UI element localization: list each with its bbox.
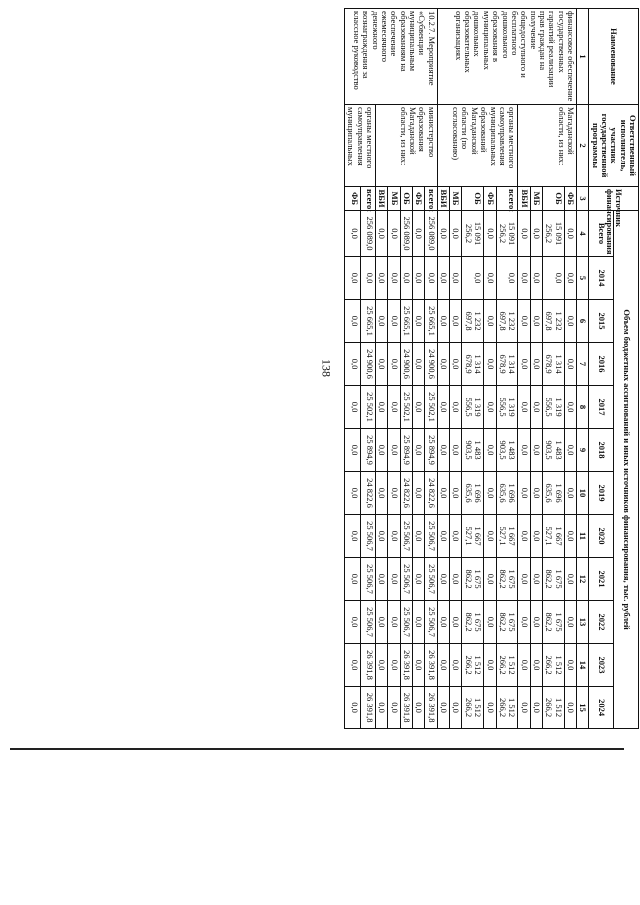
year-value-cell: 0,0: [564, 257, 576, 300]
year-value-cell: 26 391,8: [360, 687, 376, 729]
year-value-cell: 0,0: [388, 687, 400, 729]
year-value-cell: 0,0: [376, 300, 388, 343]
total-value-cell: 0,0: [450, 211, 462, 257]
column-number-cell: 12: [576, 558, 588, 601]
year-value-cell: 25 502,1: [400, 386, 412, 429]
year-value-cell: 0,0: [564, 343, 576, 386]
year-value-cell: 0,0: [413, 386, 425, 429]
year-value-cell: 0,0: [376, 644, 388, 687]
year-value-cell: 25 665,1: [400, 300, 412, 343]
year-value-cell: 0,0: [484, 429, 496, 472]
year-value-cell: 24 822,6: [360, 472, 376, 515]
column-number-cell: 2: [576, 105, 588, 187]
year-value-cell: 0,0: [484, 257, 496, 300]
year-value-cell: 0,0: [484, 687, 496, 729]
year-value-cell: 0,0: [376, 429, 388, 472]
total-value-cell: 256 089,0: [425, 211, 437, 257]
funding-source-cell: ОБ: [462, 187, 484, 211]
funding-source-cell: ВБИ: [437, 187, 449, 211]
year-value-cell: 0,0: [437, 343, 449, 386]
year-value-cell: 0,0: [518, 429, 530, 472]
header-year: 2016: [589, 343, 614, 386]
year-value-cell: 26 391,8: [400, 644, 412, 687]
year-value-cell: 25 894,9: [425, 429, 437, 472]
year-value-cell: 0,0: [388, 386, 400, 429]
year-value-cell: 0,0: [518, 300, 530, 343]
header-year: 2024: [589, 687, 614, 729]
year-value-cell: 1 512 266,2: [462, 644, 484, 687]
year-value-cell: 1 696 635,6: [542, 472, 564, 515]
year-value-cell: 0,0: [564, 429, 576, 472]
year-value-cell: 26 391,8: [400, 687, 412, 729]
year-value-cell: 26 391,8: [425, 644, 437, 687]
header-year: 2017: [589, 386, 614, 429]
year-value-cell: 0,0: [518, 687, 530, 729]
total-value-cell: 0,0: [530, 211, 542, 257]
year-value-cell: 25 502,1: [360, 386, 376, 429]
year-value-cell: 0,0: [530, 472, 542, 515]
year-value-cell: 0,0: [413, 601, 425, 644]
year-value-cell: 24 900,6: [425, 343, 437, 386]
year-value-cell: 0,0: [413, 515, 425, 558]
total-value-cell: 0,0: [345, 211, 361, 257]
rotated-page-content: [79, 8, 639, 738]
header-year: 2019: [589, 472, 614, 515]
year-value-cell: 0,0: [437, 386, 449, 429]
year-value-cell: 1 314 678,9: [462, 343, 484, 386]
year-value-cell: 0,0: [518, 472, 530, 515]
header-year: 2015: [589, 300, 614, 343]
total-value-cell: 0,0: [376, 211, 388, 257]
header-name: Наименование: [589, 9, 639, 105]
header-source: Источник финансирования: [589, 187, 639, 211]
year-value-cell: 0,0: [437, 558, 449, 601]
year-value-cell: 0,0: [376, 386, 388, 429]
year-value-cell: 0,0: [530, 558, 542, 601]
year-value-cell: 0,0: [388, 601, 400, 644]
year-value-cell: 0,0: [413, 644, 425, 687]
year-value-cell: 0,0: [564, 386, 576, 429]
column-number-cell: 13: [576, 601, 588, 644]
year-value-cell: 0,0: [530, 644, 542, 687]
total-value-cell: 256 089,0: [400, 211, 412, 257]
funding-source-cell: МБ: [388, 187, 400, 211]
year-value-cell: 0,0: [425, 257, 437, 300]
column-number-cell: 3: [576, 187, 588, 211]
year-value-cell: 0,0: [376, 257, 388, 300]
year-value-cell: 1 512 266,2: [496, 687, 518, 729]
year-value-cell: 0,0: [437, 515, 449, 558]
funding-source-cell: ФБ: [413, 187, 425, 211]
funding-source-cell: всего:: [360, 187, 376, 211]
year-value-cell: 25 506,7: [425, 558, 437, 601]
responsible-cell: органы местного самоуправления муниципальных: [345, 105, 376, 187]
total-value-cell: 15 091 256,2: [542, 211, 564, 257]
year-value-cell: 0,0: [530, 687, 542, 729]
funding-source-cell: всего:: [496, 187, 518, 211]
header-funding-group: Объем бюджетных ассигнований и иных источников финансирования, тыс. рублей: [614, 211, 639, 729]
year-value-cell: 1 667 527,1: [542, 515, 564, 558]
year-value-cell: 0,0: [564, 558, 576, 601]
year-value-cell: 0,0: [450, 386, 462, 429]
funding-source-cell: ФБ: [564, 187, 576, 211]
year-value-cell: 1 675 862,2: [496, 558, 518, 601]
year-value-cell: 0,0: [530, 343, 542, 386]
year-value-cell: 0,0: [376, 472, 388, 515]
column-number-cell: 6: [576, 300, 588, 343]
year-value-cell: 0,0: [345, 687, 361, 729]
year-value-cell: 1 319 556,5: [462, 386, 484, 429]
year-value-cell: 1 512 266,2: [542, 687, 564, 729]
table-row: [564, 9, 576, 729]
year-value-cell: 0,0: [437, 429, 449, 472]
column-number-cell: 4: [576, 211, 588, 257]
column-number-cell: 14: [576, 644, 588, 687]
budget-table: [344, 8, 639, 729]
page-number: 138: [319, 359, 334, 377]
budget-table-container: [79, 8, 639, 738]
funding-source-cell: ВБИ: [518, 187, 530, 211]
year-value-cell: 25 665,1: [360, 300, 376, 343]
column-number-cell: 5: [576, 257, 588, 300]
year-value-cell: 0,0: [413, 558, 425, 601]
year-value-cell: 0,0: [388, 343, 400, 386]
funding-source-cell: ФБ: [345, 187, 361, 211]
column-number-cell: 15: [576, 687, 588, 729]
header-year: 2018: [589, 429, 614, 472]
header-responsible: Ответственный исполнитель, участник государственной программы: [589, 105, 639, 187]
year-value-cell: 0,0: [564, 687, 576, 729]
year-value-cell: 0,0: [437, 687, 449, 729]
year-value-cell: 0,0: [437, 472, 449, 515]
year-value-cell: 1 696 635,6: [496, 472, 518, 515]
year-value-cell: 0,0: [437, 644, 449, 687]
year-value-cell: 0,0: [450, 300, 462, 343]
table-body: [345, 9, 589, 729]
year-value-cell: 0,0: [518, 644, 530, 687]
year-value-cell: 1 232 697,8: [496, 300, 518, 343]
funding-source-cell: ОБ: [400, 187, 412, 211]
year-value-cell: 0,0: [450, 601, 462, 644]
year-value-cell: 0,0: [518, 386, 530, 429]
funding-source-cell: ОБ: [542, 187, 564, 211]
column-number-cell: 9: [576, 429, 588, 472]
year-value-cell: 25 506,7: [400, 601, 412, 644]
year-value-cell: 1 675 862,2: [542, 558, 564, 601]
year-value-cell: 1 675 862,2: [462, 601, 484, 644]
year-value-cell: 1 232 697,8: [542, 300, 564, 343]
year-value-cell: 0,0: [484, 558, 496, 601]
year-value-cell: 1 232 697,8: [462, 300, 484, 343]
year-value-cell: 0,0: [518, 558, 530, 601]
year-value-cell: 0,0: [462, 257, 484, 300]
year-value-cell: 1 512 266,2: [462, 687, 484, 729]
year-value-cell: 0,0: [345, 429, 361, 472]
year-value-cell: 0,0: [345, 472, 361, 515]
total-value-cell: 0,0: [484, 211, 496, 257]
year-value-cell: 0,0: [413, 257, 425, 300]
year-value-cell: 0,0: [530, 300, 542, 343]
column-number-cell: 11: [576, 515, 588, 558]
year-value-cell: 0,0: [376, 687, 388, 729]
year-value-cell: 0,0: [484, 386, 496, 429]
year-value-cell: 0,0: [564, 644, 576, 687]
column-number-row: [576, 9, 588, 729]
year-value-cell: 0,0: [388, 515, 400, 558]
year-value-cell: 0,0: [564, 300, 576, 343]
year-value-cell: 25 894,9: [400, 429, 412, 472]
year-value-cell: 1 319 556,5: [542, 386, 564, 429]
year-value-cell: 0,0: [450, 644, 462, 687]
year-value-cell: 1 675 862,2: [542, 601, 564, 644]
funding-source-cell: ВБИ: [376, 187, 388, 211]
year-value-cell: 25 506,7: [360, 601, 376, 644]
year-value-cell: 25 506,7: [400, 558, 412, 601]
year-value-cell: 0,0: [530, 429, 542, 472]
year-value-cell: 0,0: [484, 343, 496, 386]
year-value-cell: 0,0: [345, 644, 361, 687]
year-value-cell: 0,0: [450, 257, 462, 300]
year-value-cell: 25 506,7: [425, 601, 437, 644]
year-value-cell: 0,0: [564, 601, 576, 644]
year-value-cell: 1 314 678,9: [496, 343, 518, 386]
year-value-cell: 26 391,8: [360, 644, 376, 687]
total-value-cell: 0,0: [564, 211, 576, 257]
year-value-cell: 24 900,6: [360, 343, 376, 386]
header-total: Всего: [589, 211, 614, 257]
year-value-cell: 0,0: [413, 300, 425, 343]
year-value-cell: 0,0: [484, 601, 496, 644]
year-value-cell: 0,0: [530, 515, 542, 558]
year-value-cell: 0,0: [484, 472, 496, 515]
table-row: [496, 9, 518, 729]
year-value-cell: 0,0: [345, 386, 361, 429]
year-value-cell: 1 667 527,1: [496, 515, 518, 558]
year-value-cell: 0,0: [437, 601, 449, 644]
total-value-cell: 15 091 256,2: [462, 211, 484, 257]
year-value-cell: 1 483 903,5: [542, 429, 564, 472]
year-value-cell: 0,0: [484, 644, 496, 687]
column-number-cell: 10: [576, 472, 588, 515]
year-value-cell: 0,0: [564, 515, 576, 558]
year-value-cell: 0,0: [413, 687, 425, 729]
year-value-cell: 0,0: [388, 300, 400, 343]
year-value-cell: 1 696 635,6: [462, 472, 484, 515]
year-value-cell: 0,0: [518, 343, 530, 386]
year-value-cell: 1 483 903,5: [462, 429, 484, 472]
activity-name-cell: финансовое обеспечение государственных гарантий реализации прав граждан на получение общедоступного и бесплатного дошкольного образования в муниципальных дошкольных образовательных организациях: [437, 9, 576, 105]
column-number-cell: 1: [576, 9, 588, 105]
year-value-cell: 0,0: [376, 515, 388, 558]
year-value-cell: 1 319 556,5: [496, 386, 518, 429]
year-value-cell: 1 512 266,2: [542, 644, 564, 687]
year-value-cell: 0,0: [518, 601, 530, 644]
year-value-cell: 24 900,6: [400, 343, 412, 386]
year-value-cell: 0,0: [345, 300, 361, 343]
year-value-cell: 0,0: [345, 601, 361, 644]
funding-source-cell: МБ: [530, 187, 542, 211]
header-year: 2022: [589, 601, 614, 644]
year-value-cell: 0,0: [542, 257, 564, 300]
year-value-cell: 0,0: [518, 257, 530, 300]
total-value-cell: 0,0: [437, 211, 449, 257]
year-value-cell: 26 391,8: [425, 687, 437, 729]
year-value-cell: 1 675 862,2: [496, 601, 518, 644]
year-value-cell: 0,0: [388, 558, 400, 601]
year-value-cell: 24 822,6: [400, 472, 412, 515]
year-value-cell: 0,0: [413, 472, 425, 515]
column-number-cell: 8: [576, 386, 588, 429]
year-value-cell: 0,0: [564, 472, 576, 515]
year-value-cell: 0,0: [484, 300, 496, 343]
year-value-cell: 0,0: [413, 343, 425, 386]
year-value-cell: 0,0: [388, 472, 400, 515]
year-value-cell: 0,0: [530, 386, 542, 429]
year-value-cell: 1 512 266,2: [496, 644, 518, 687]
year-value-cell: 0,0: [484, 515, 496, 558]
funding-source-cell: МБ: [450, 187, 462, 211]
total-value-cell: 256 089,0: [360, 211, 376, 257]
year-value-cell: 0,0: [376, 343, 388, 386]
table-row: [425, 9, 437, 729]
responsible-cell: министерство образования Магаданской области, из них:: [376, 105, 438, 187]
responsible-cell: Магаданской области, из них:: [518, 105, 577, 187]
year-value-cell: 0,0: [400, 257, 412, 300]
year-value-cell: 0,0: [376, 558, 388, 601]
year-value-cell: 0,0: [345, 558, 361, 601]
year-value-cell: 0,0: [450, 472, 462, 515]
column-number-cell: 7: [576, 343, 588, 386]
table-row: [360, 9, 376, 729]
year-value-cell: 0,0: [530, 601, 542, 644]
year-value-cell: 25 894,9: [360, 429, 376, 472]
year-value-cell: 0,0: [450, 515, 462, 558]
year-value-cell: 1 483 903,5: [496, 429, 518, 472]
year-value-cell: 0,0: [496, 257, 518, 300]
year-value-cell: 0,0: [376, 601, 388, 644]
year-value-cell: 0,0: [450, 429, 462, 472]
funding-source-cell: всего:: [425, 187, 437, 211]
year-value-cell: 0,0: [345, 257, 361, 300]
activity-name-cell: 10.2.7. Мероприятие «Субвенции муниципальным образованиям на обеспечение ежемесячного денежного вознаграждения за классное руководство: [345, 9, 438, 105]
year-value-cell: 24 822,6: [425, 472, 437, 515]
year-value-cell: 0,0: [388, 644, 400, 687]
header-year: 2020: [589, 515, 614, 558]
header-year: 2014: [589, 257, 614, 300]
year-value-cell: 25 506,7: [425, 515, 437, 558]
year-value-cell: 1 675 862,2: [462, 558, 484, 601]
year-value-cell: 0,0: [450, 343, 462, 386]
year-value-cell: 1 314 678,9: [542, 343, 564, 386]
header-year: 2021: [589, 558, 614, 601]
year-value-cell: 25 502,1: [425, 386, 437, 429]
responsible-cell: органы местного самоуправления муниципальных образований Магаданской области (по согласованию): [437, 105, 517, 187]
year-value-cell: 0,0: [388, 257, 400, 300]
year-value-cell: 0,0: [450, 687, 462, 729]
year-value-cell: 0,0: [437, 300, 449, 343]
total-value-cell: 0,0: [518, 211, 530, 257]
year-value-cell: 0,0: [437, 257, 449, 300]
total-value-cell: 15 091 256,2: [496, 211, 518, 257]
page-bottom-rule: [10, 748, 624, 750]
header-year: 2023: [589, 644, 614, 687]
year-value-cell: 0,0: [345, 343, 361, 386]
year-value-cell: 25 506,7: [360, 515, 376, 558]
year-value-cell: 0,0: [413, 429, 425, 472]
total-value-cell: 0,0: [413, 211, 425, 257]
year-value-cell: 0,0: [345, 515, 361, 558]
year-value-cell: 0,0: [530, 257, 542, 300]
total-value-cell: 0,0: [388, 211, 400, 257]
year-value-cell: 0,0: [450, 558, 462, 601]
year-value-cell: 0,0: [360, 257, 376, 300]
year-value-cell: 25 506,7: [400, 515, 412, 558]
funding-source-cell: ФБ: [484, 187, 496, 211]
year-value-cell: 0,0: [388, 429, 400, 472]
year-value-cell: 25 506,7: [360, 558, 376, 601]
year-value-cell: 25 665,1: [425, 300, 437, 343]
year-value-cell: 1 667 527,1: [462, 515, 484, 558]
year-value-cell: 0,0: [518, 515, 530, 558]
